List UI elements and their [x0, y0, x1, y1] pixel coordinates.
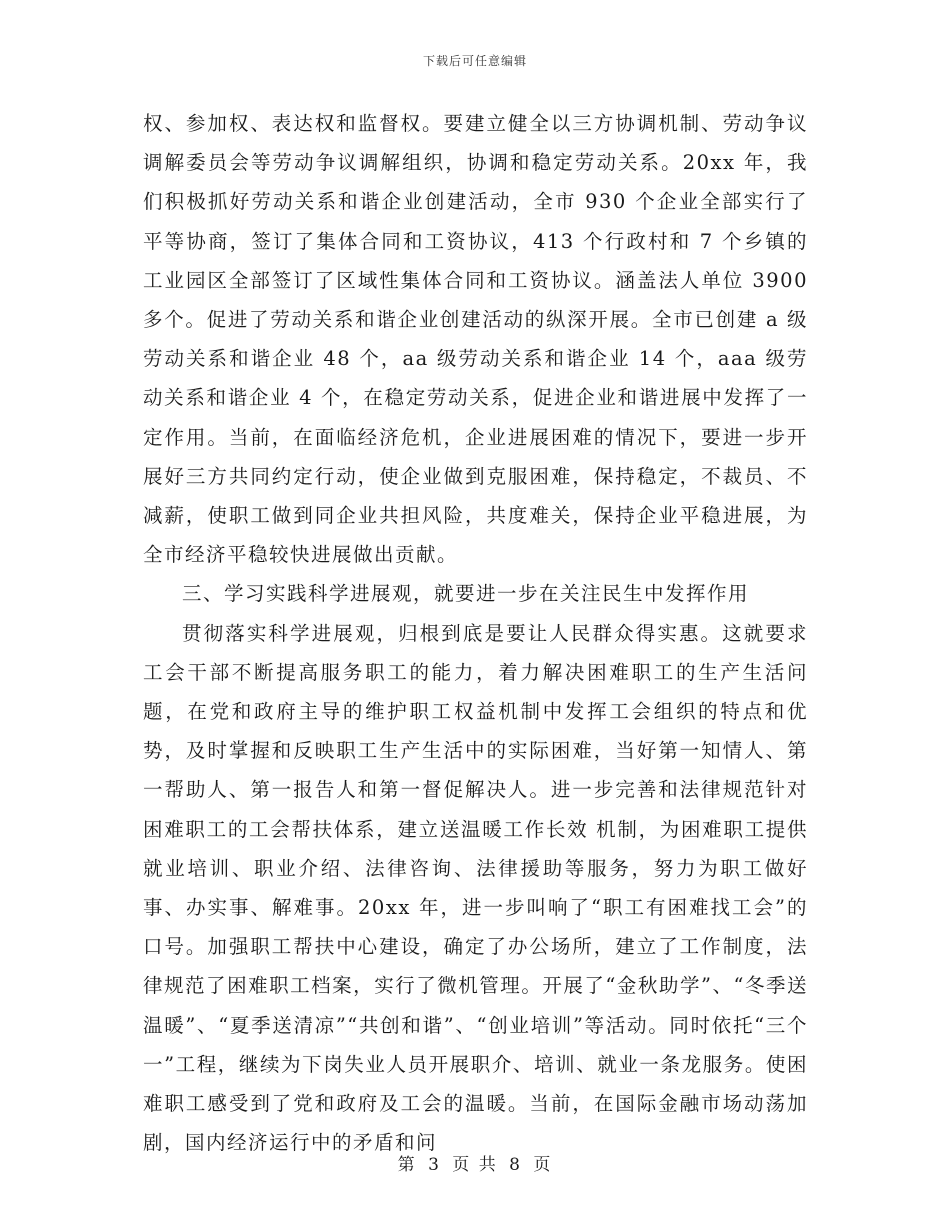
page-header: 下载后可任意编辑: [422, 54, 527, 68]
footer-prefix: 第: [397, 1155, 417, 1175]
total-pages-number: 8: [509, 1155, 522, 1175]
footer-suffix: 页: [533, 1155, 553, 1175]
current-page-number: 3: [428, 1155, 441, 1175]
document-body: [143, 104, 808, 1162]
paragraph-continued: 权、参加权、表达权和监督权。要建立健全以三方协调机制、劳动争议调解委员会等劳动争议调解组织，协调和稳定劳动关系。20xx 年，我们积极抓好劳动关系和谐企业创建活动，全市 930 个企业全部实行了平等协商，签订了集体合同和工资协议，413 个行政村和 7 个乡镇的工业园区全部签订了区域性集体合同和工资协议。涵盖法人单位 3900 多个。促进了劳动关系和谐企业创建活动的纵深开展。全市已创建 a 级劳动关系和谐企业 48 个，aa 级劳动关系和谐企业 14 个，aaa 级劳动关系和谐企业 4 个，在稳定劳动关系，促进企业和谐进展中发挥了一定作用。当前，在面临经济危机，企业进展困难的情况下，要进一步开展好三方共同约定行动，使企业做到克服困难，保持稳定，不裁员、不减薪，使职工做到同企业共担风险，共度难关，保持企业平稳进展，为全市经济平稳较快进展做出贡献。: [143, 112, 808, 567]
footer-middle: 页 共: [452, 1155, 498, 1175]
paragraph: 贯彻落实科学进展观，归根到底是要让人民群众得实惠。这就要求工会干部不断提高服务职工的能力，着力解决困难职工的生产生活问题，在党和政府主导的维护职工权益机制中发挥工会组织的特点和优势，及时掌握和反映职工生产生活中的实际困难，当好第一知情人、第一帮助人、第一报告人和第一督促解决人。进一步完善和法律规范针对困难职工的工会帮扶体系，建立送温暖工作长效 机制，为困难职工提供就业培训、职业介绍、法律咨询、法律援助等服务，努力为职工做好事、办实事、解难事。20xx 年，进一步叫响了“职工有困难找工会”的口号。加强职工帮扶中心建设，确定了办公场所，建立了工作制度，法律规范了困难职工档案，实行了微机管理。开展了“金秋助学”、“冬季送温暖”、“夏季送清凉”“共创和谐”、“创业培训”等活动。同时依托“三个一”工程，继续为下岗失业人员开展职介、培训、就业一条龙服务。使困难职工感受到了党和政府及工会的温暖。当前，在国际金融市场动荡加剧，国内经济运行中的矛盾和问: [143, 621, 808, 1155]
section-heading: 三、学习实践科学进展观，就要进一步在关注民生中发挥作用: [182, 582, 750, 606]
page-footer: [0, 1150, 950, 1175]
